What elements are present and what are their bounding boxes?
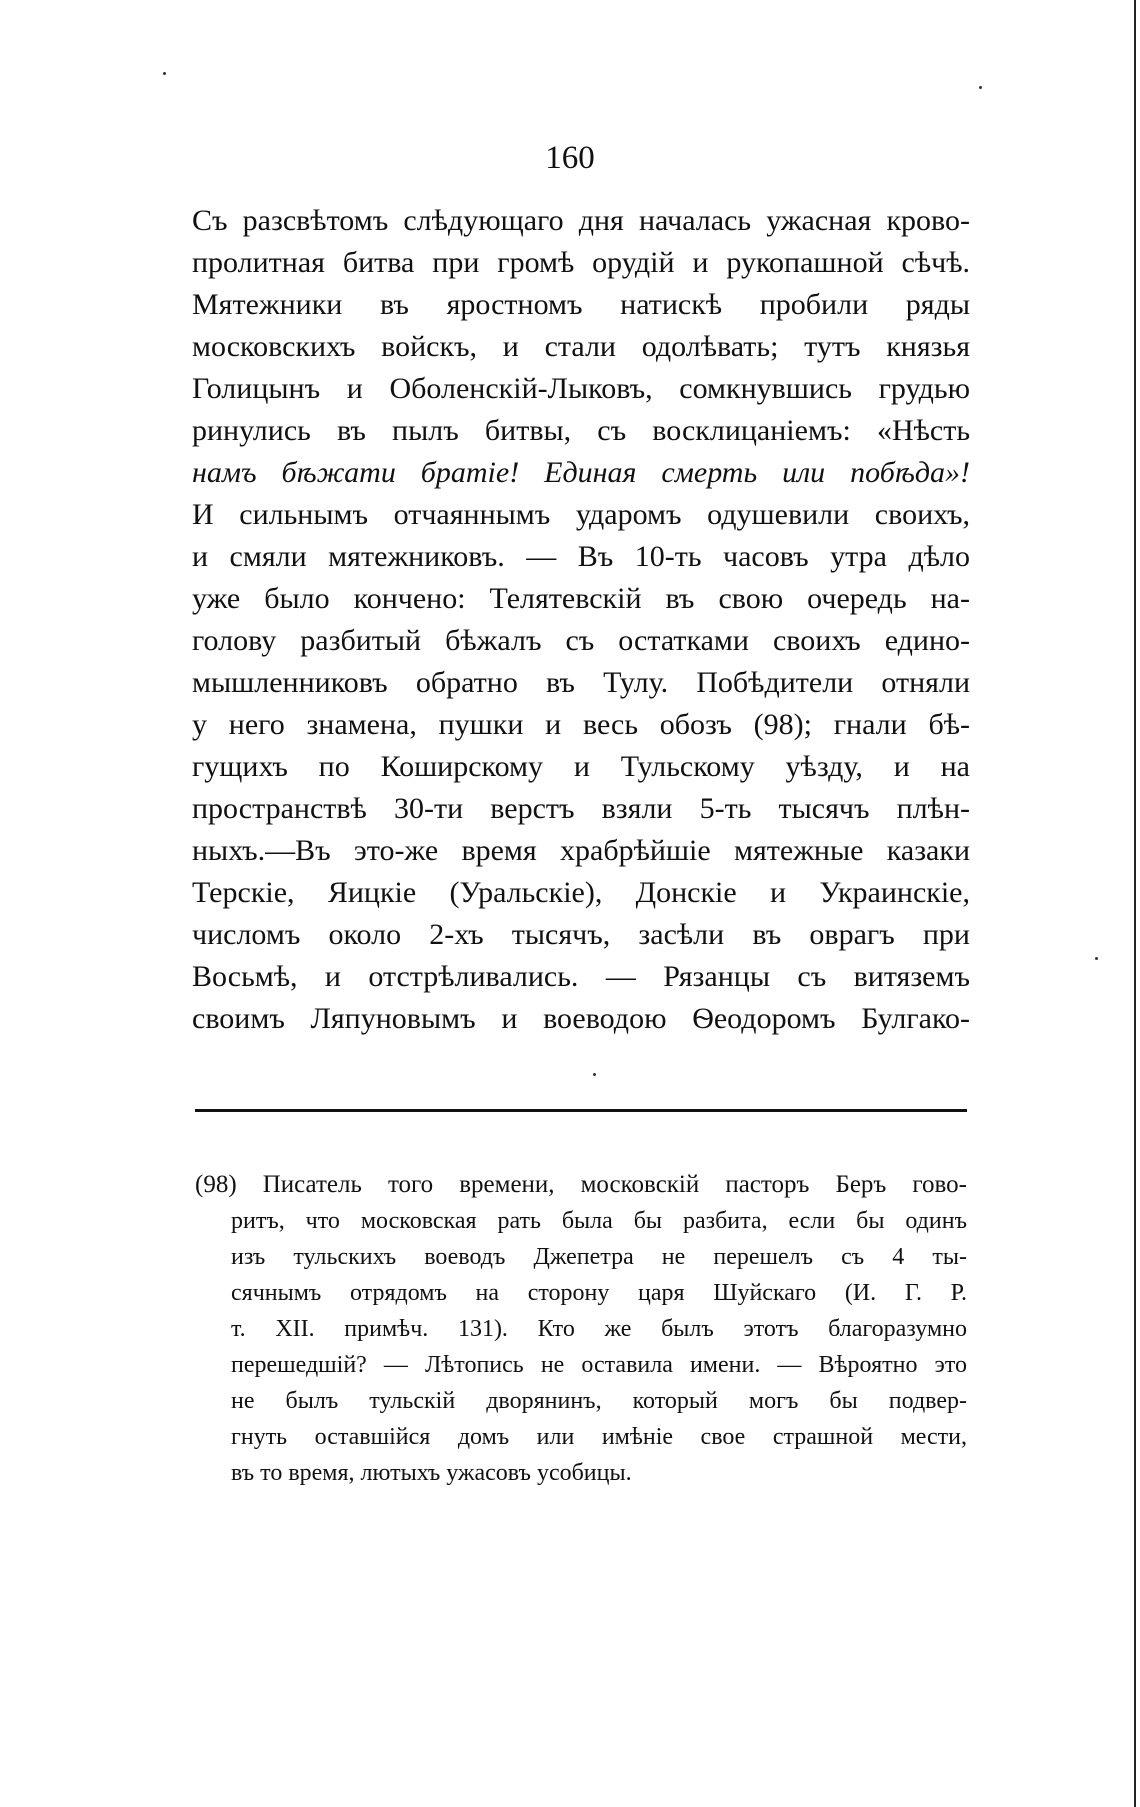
text-line: числомъ около 2-хъ тысячъ, засѣли въ оврагъ при [192,918,970,951]
footnote-line: перешедшій? — Лѣтопись не оставила имени. — Вѣроятно это [231,1352,967,1378]
footnote-divider [195,1109,967,1112]
text-line: Терскіе, Яицкіе (Уральскіе), Донскіе и Украинскіе, [192,876,970,909]
footnote-line: сячнымъ отрядомъ на сторону царя Шуйскаго (И. Г. Р. [231,1280,967,1306]
text-line: и смяли мятежниковъ. — Въ 10-ть часовъ утра дѣло [192,540,970,573]
text-line: намъ бѣжати братіе! Единая смерть или побѣда»! [192,456,970,489]
page-number: 160 [545,140,595,176]
scan-speck [593,1073,596,1076]
footnote-line: не былъ тульскій дворянинъ, который могъ бы подвер- [231,1388,967,1414]
footnote-line: ритъ, что московская рать была бы разбита, если бы одинъ [231,1208,967,1234]
text-line: пролитная битва при громѣ орудій и рукопашной сѣчѣ. [192,246,970,279]
text-line: пространствѣ 30-ти верстъ взяли 5-ть тысячъ плѣн- [192,792,970,825]
footnote-line: гнуть оставшійся домъ или имѣніе свое страшной мести, [231,1424,967,1450]
footnote-line: въ то время, лютыхъ ужасовъ усобицы. [231,1460,632,1486]
text-line: голову разбитый бѣжалъ съ остатками своихъ едино- [192,624,970,657]
text-line: ныхъ.—Въ это-же время храбрѣйшіе мятежные казаки [192,834,970,867]
text-line: гущихъ по Коширскому и Тульскому уѣзду, и на [192,750,970,783]
footnote-line: т. XII. примѣч. 131). Кто же былъ этотъ благоразумно [231,1316,967,1342]
scan-speck [1095,957,1098,960]
body-text [192,200,970,1040]
text-line: уже было кончено: Телятевскій въ свою очередь на- [192,582,970,615]
text-line: у него знамена, пушки и весь обозъ (98); гнали бѣ- [192,708,970,741]
text-line: И сильнымъ отчаяннымъ ударомъ одушевили своихъ, [192,498,970,531]
text-line: ринулись въ пылъ битвы, съ восклицаніемъ: «Нѣсть [192,414,970,447]
text-line: московскихъ войскъ, и стали одолѣвать; тутъ князья [192,330,970,363]
text-line: Мятежники въ яростномъ натискѣ пробили ряды [192,288,970,321]
text-line: своимъ Ляпуновымъ и воеводою Ѳеодоромъ Булгако- [192,1002,970,1035]
text-line: мышленниковъ обратно въ Тулу. Побѣдители отняли [192,666,970,699]
footnote-line: (98) Писатель того времени, московскій пасторъ Беръ гово- [195,1171,967,1198]
footnote-line: изъ тульскихъ воеводъ Джепетра не перешелъ съ 4 ты- [231,1244,967,1270]
text-line: Съ разсвѣтомъ слѣдующаго дня началась ужасная крово- [192,204,970,237]
text-line: Восьмѣ, и отстрѣливались. — Рязанцы съ витяземъ [192,960,970,993]
scan-speck [979,86,982,89]
page-edge-line [1134,0,1136,1807]
footnote [195,1167,967,1491]
scan-speck [163,72,166,75]
text-line: Голицынъ и Оболенскій-Лыковъ, сомкнувшись грудью [192,372,970,405]
